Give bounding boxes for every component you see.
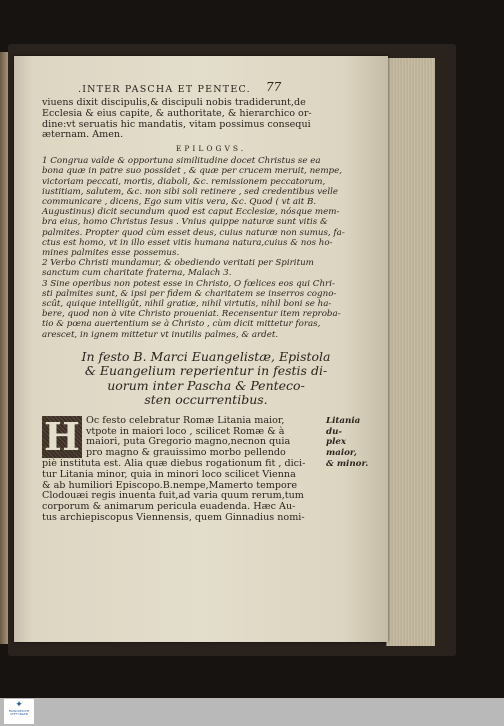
epilogue-paragraph — [42, 156, 380, 340]
feast-title-line: uorum inter Pascha & Penteco- — [107, 377, 305, 393]
final-paragraph — [42, 413, 380, 524]
text-line: 3 Sine operibus non potest esse in Christo, O fœlices eos qui Chri- — [42, 278, 335, 289]
logo-text-line: STIFTUNGEN — [10, 712, 28, 717]
text-line: æternam. Amen. — [42, 129, 124, 141]
text-line: maiori, puta Gregorio magno,necnon quia — [86, 436, 291, 448]
page-fore-edge — [386, 58, 435, 646]
text-line: 1 Congrua valde & opportuna similitudine docet Christus se ea — [42, 156, 321, 167]
text-line: arescet, in ignem mittetur vt inutilis palmes, & ardet. — [42, 329, 279, 340]
text-line: dine:vt seruatis hic mandatis, vitam possimus consequi — [42, 118, 311, 130]
feast-title-line: sten occurrentibus. — [144, 392, 268, 408]
feast-title-line: & Euangelium reperientur in festis di- — [84, 363, 328, 379]
text-line: pro magno & grauissimo morbo pellendo — [86, 447, 286, 459]
running-head: .INTER PASCHA ET PENTEC. — [78, 84, 251, 95]
text-line: Oc festo celebratur Romæ Litania maior, — [86, 414, 285, 426]
text-line: bere, quod non à vite Christo proueniat. Recensentur item reproba- — [42, 309, 341, 320]
text-line: communicare , dicens, Ego sum vitis vera, &c. Quod ( vt ait B. — [42, 197, 317, 207]
text-line: sanctum cum charitate fraterna, Malach 3. — [42, 268, 232, 279]
text-line: 2 Verbo Christi mundamur, & obediendo veritati per Spiritum — [42, 258, 314, 269]
text-line: iustitiam, salutem, &c. non sibi soli retinere , sed credentibus velle — [42, 186, 339, 197]
text-line: palmites. Propter quod cùm esset deus, cuius naturæ non sumus, fa- — [42, 227, 345, 238]
text-line: viuens dixit discipulis,& discipuli nobis tradiderunt,de — [42, 97, 306, 108]
footer-bar — [0, 698, 504, 726]
text-line: piè instituta est. Alia quæ diebus rogationum fit , dici- — [42, 458, 306, 470]
logo-emblem-icon: ✦ — [15, 700, 23, 710]
logo-text-line: FRANCKESCHE — [8, 709, 30, 713]
text-line: tio & pœna auertentium se à Christo , cùm dicit mittetur foras, — [42, 319, 321, 330]
text-line: victoriam peccati, mortis, diaboli, &c. remissionem peccatorum, — [42, 176, 326, 187]
text-line: bona quæ in patre suo possidet , & quæ per crucem meruit, nempe, — [42, 166, 343, 177]
marginal-note-line: Litania du- — [326, 415, 361, 437]
text-line: tur Litania minor, quia in minori loco scilicet Vienna — [42, 468, 296, 480]
text-line: Ecclesia & eius capite, & authoritate, & hierarchico or- — [42, 107, 312, 119]
text-line: & ab humiliori Episcopo.B.nempe,Mamerto tempore — [42, 479, 298, 491]
text-line: vtpote in maiori loco , scilicet Romæ & à — [86, 425, 285, 437]
page-text — [42, 82, 380, 524]
text-line: corporum & animarum pericula euadenda. Hæc Au- — [42, 501, 296, 513]
institution-logo[interactable] — [4, 699, 34, 724]
text-line: ctus est homo, vt in illo esset vitis humana natura,cuius & nos ho- — [42, 237, 333, 248]
text-line: Clodouæi regis inuenta fuit,ad varia quum rerum,tum — [42, 490, 304, 502]
drop-cap: H — [42, 416, 82, 458]
opening-paragraph — [42, 98, 380, 141]
marginal-note-line: plex maior, — [326, 437, 357, 459]
text-line: tus archiepiscopus Viennensis, quem Ginnadius nomi- — [42, 512, 305, 524]
text-line: scût, quique intelligût, nihil gratiæ, nihil virtutis, nihil boni se ha- — [42, 299, 332, 310]
text-line: Augustinus) dicit secundum quod est caput Ecclesiæ, nósque mem- — [42, 207, 340, 218]
text-line: bra eius, homo Christus Iesus . Vnius quippe naturæ sunt vitis & — [42, 217, 328, 228]
book-page — [14, 56, 388, 642]
page-number: 77 — [266, 80, 282, 94]
text-line: sti palmites sunt, & ipsi per fidem & charitatem se inserros cogno- — [42, 288, 337, 299]
text-line: mines palmites esse possemus. — [42, 248, 180, 259]
feast-title — [32, 350, 380, 408]
feast-title-line: In festo B. Marci Euangelistæ, Epistola — [81, 348, 331, 364]
epilogue-title: EPILOGVS. — [175, 144, 247, 154]
marginal-note-line: & minor. — [326, 459, 369, 470]
